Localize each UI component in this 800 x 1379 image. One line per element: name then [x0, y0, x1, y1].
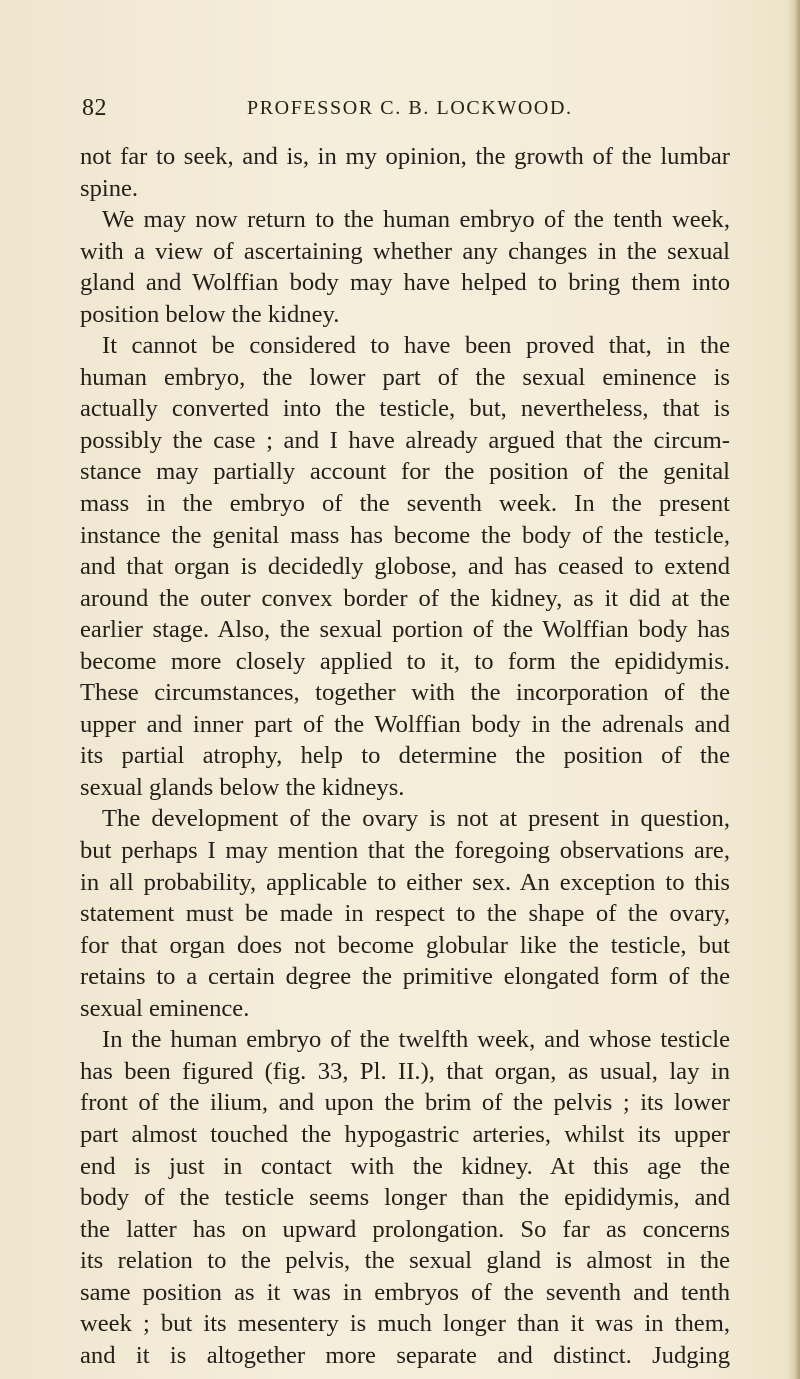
- text-line: possibly the case ; and I have already argued that the circum-: [80, 426, 730, 454]
- text-line: retains to a certain degree the primitive elongated form of the: [80, 963, 730, 991]
- text-line: statement must be made in respect to the shape of the ovary,: [80, 900, 730, 928]
- text-line: stance may partially account for the position of the genital: [80, 458, 730, 486]
- page-edge-shadow: [786, 0, 800, 1379]
- text-line: These circumstances, together with the incorporation of the: [80, 679, 730, 707]
- text-line: become more closely applied to it, to form the epididymis.: [80, 647, 730, 675]
- text-line: upper and inner part of the Wolffian body in the adrenals and: [80, 710, 730, 738]
- text-line: not far to seek, and is, in my opinion, the growth of the lumbar: [80, 143, 730, 170]
- text-line: for that organ does not become globular like the testicle, but: [80, 931, 730, 959]
- text-line: week ; but its mesentery is much longer than it was in them,: [80, 1310, 730, 1338]
- page-header: [82, 95, 732, 129]
- running-head: PROFESSOR C. B. LOCKWOOD.: [247, 97, 573, 119]
- text-line: and it is altogether more separate and distinct. Judging: [80, 1341, 730, 1369]
- text-line: spine.: [80, 174, 139, 202]
- text-line: earlier stage. Also, the sexual portion of the Wolffian body has: [80, 616, 730, 644]
- text-line: end is just in contact with the kidney. At this age the: [80, 1152, 730, 1180]
- body-text: [80, 141, 730, 1371]
- text-line: with a view of ascertaining whether any changes in the sexual: [80, 237, 730, 265]
- text-line: mass in the embryo of the seventh week. In the present: [80, 490, 730, 518]
- text-line: In the human embryo of the twelfth week, and whose testicle: [102, 1026, 730, 1054]
- text-line: actually converted into the testicle, but, nevertheless, that is: [80, 395, 730, 423]
- text-line: instance the genital mass has become the body of the testicle,: [80, 521, 730, 549]
- text-line: same position as it was in embryos of the seventh and tenth: [80, 1278, 730, 1306]
- text-line: and that organ is decidedly globose, and has ceased to extend: [80, 553, 730, 581]
- text-line: human embryo, the lower part of the sexual eminence is: [80, 363, 730, 391]
- text-line: We may now return to the human embryo of the tenth week,: [102, 206, 730, 234]
- text-line: its relation to the pelvis, the sexual gland is almost in the: [80, 1247, 730, 1275]
- text-line: The development of the ovary is not at present in question,: [102, 805, 730, 833]
- page-number: 82: [82, 95, 107, 121]
- text-line: part almost touched the hypogastric arteries, whilst its upper: [80, 1120, 730, 1148]
- text-line: sexual eminence.: [80, 994, 250, 1022]
- text-line: front of the ilium, and upon the brim of the pelvis ; its lower: [80, 1089, 730, 1117]
- text-line: It cannot be considered to have been proved that, in the: [102, 332, 730, 360]
- text-line: position below the kidney.: [80, 300, 340, 328]
- text-line: in all probability, applicable to either sex. An exception to this: [80, 868, 730, 896]
- text-line: gland and Wolffian body may have helped to bring them into: [80, 269, 730, 297]
- text-line: but perhaps I may mention that the foregoing observations are,: [80, 837, 730, 865]
- text-line: has been figured (fig. 33, Pl. II.), that organ, as usual, lay in: [80, 1057, 730, 1085]
- text-line: its partial atrophy, help to determine the position of the: [80, 742, 730, 770]
- text-line: body of the testicle seems longer than the epididymis, and: [80, 1184, 730, 1212]
- text-line: the latter has on upward prolongation. So far as concerns: [80, 1215, 730, 1243]
- text-line: around the outer convex border of the kidney, as it did at the: [80, 584, 730, 612]
- text-line: sexual glands below the kidneys.: [80, 773, 405, 801]
